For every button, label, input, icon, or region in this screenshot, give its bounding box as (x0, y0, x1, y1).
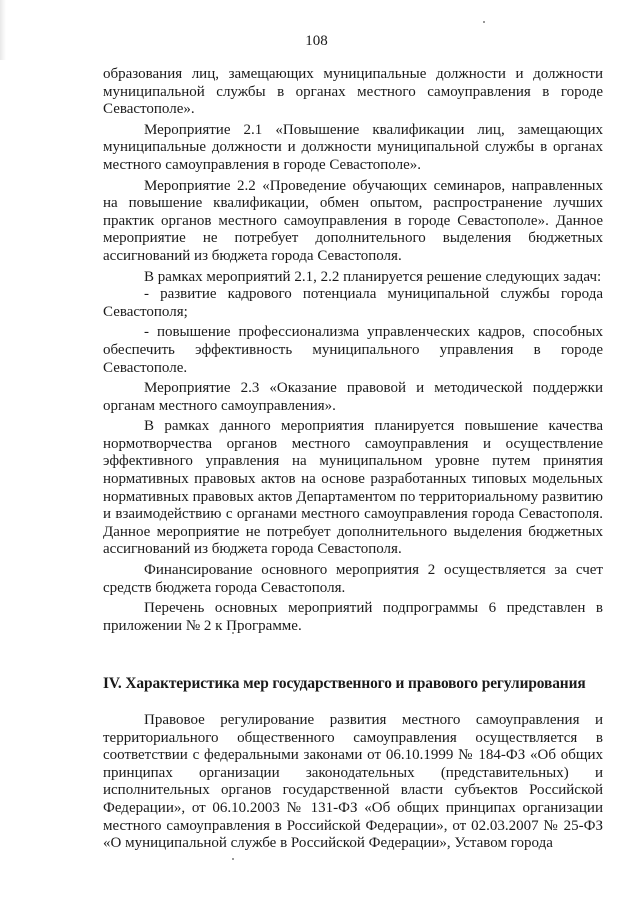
scan-speck (232, 858, 234, 860)
paragraph-measure-2-3: Мероприятие 2.3 «Оказание правовой и методической поддержки органам местного самоуправления». (103, 380, 603, 414)
document-body (103, 66, 603, 853)
scan-edge-shadow (0, 0, 6, 60)
page-number: 108 (305, 33, 328, 49)
paragraph-measure-2-3-details: В рамках данного мероприятия планируется повышение качества нормотворчества органов местного самоуправления и осуществление эффективного управления на муниципальном уровне путем принятия нормативных правовых актов на основе разработанных типовых модельных нормативных правовых актов Департаментом по территориальному развитию и взаимодействию с органами местного самоуправления города Севастополя. Данное мероприятие не потребует дополнительного выделения бюджетных ассигнований из бюджета города Севастополя. (103, 418, 603, 558)
section-heading: IV. Характеристика мер государственного и правового регулирования (103, 675, 586, 693)
paragraph-appendix-reference: Перечень основных мероприятий подпрограммы 6 представлен в приложении № 2 к Программе. (103, 600, 603, 634)
paragraph-measure-2-2: Мероприятие 2.2 «Проведение обучающих семинаров, направленных на повышение квалификации, обмен опытом, распространение лучших практик органов местного самоуправления в городе Севастополе». Данное мероприятие не потребует дополнительного выделения бюджетных ассигнований из бюджета города Севастополя. (103, 177, 603, 264)
paragraph-measure-2-1: Мероприятие 2.1 «Повышение квалификации лиц, замещающих муниципальные должности и должности муниципальной службы в органах местного самоуправления в городе Севастополе». (103, 121, 603, 173)
list-item-task-2: - повышение профессионализма управленческих кадров, способных обеспечить эффективность муниципального управления в городе Севастополе. (103, 324, 603, 376)
paragraph-financing: Финансирование основного мероприятия 2 осуществляется за счет средств бюджета города Севастополя. (103, 562, 603, 596)
paragraph-tasks-intro: В рамках мероприятий 2.1, 2.2 планируется решение следующих задач: (144, 268, 602, 285)
paragraph-legal-regulation: Правовое регулирование развития местного самоуправления и территориального общественного самоуправления осуществляется в соответствии с федеральными законами от 06.10.1999 № 184-ФЗ «Об общих принципах организации законодательных (представительных) и исполнительных органов государственной власти субъектов Российской Федерации», от 06.10.2003 № 131-ФЗ «Об общих принципах организации местного самоуправления в Российской Федерации», от 02.03.2007 № 25-ФЗ «О муниципальной службе в Российской Федерации», Уставом города (103, 712, 603, 852)
list-item-task-1: - развитие кадрового потенциала муниципальной службы города Севастополя; (103, 286, 603, 320)
paragraph-continuation: образования лиц, замещающих муниципальные должности и должности муниципальной службы в органах местного самоуправления в городе Севастополе». (103, 66, 603, 118)
scan-speck (483, 21, 485, 23)
